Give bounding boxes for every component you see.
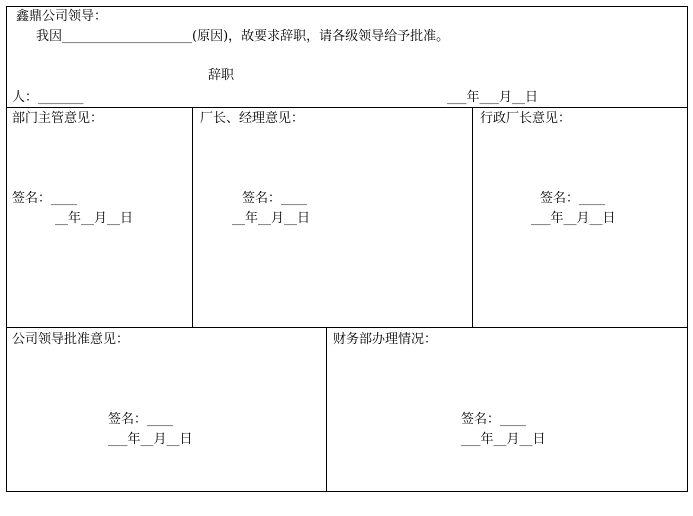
factory-opinion-title: 厂长、经理意见： bbox=[200, 111, 305, 126]
header-divider bbox=[6, 107, 688, 108]
salutation: 鑫鼎公司领导： bbox=[16, 9, 108, 24]
admin-date: ___年__月__日 bbox=[531, 211, 616, 226]
person-line: 人：_______ bbox=[12, 90, 84, 105]
admin-sign: 签名：____ bbox=[540, 191, 606, 206]
row1-divider-1 bbox=[192, 107, 193, 328]
dept-opinion-title: 部门主管意见： bbox=[12, 111, 104, 126]
factory-sign: 签名：____ bbox=[242, 191, 308, 206]
dept-date: __年__月__日 bbox=[55, 211, 134, 226]
company-opinion-title: 公司领导批准意见： bbox=[12, 332, 130, 347]
finance-date: ___年__月__日 bbox=[461, 432, 546, 447]
admin-opinion-title: 行政厂长意见： bbox=[480, 111, 572, 126]
header-date: ___年___月__日 bbox=[447, 90, 539, 105]
row-divider bbox=[6, 327, 688, 328]
request-line: 我因____________________(原因)，故要求辞职，请各级领导给予批准。 bbox=[36, 29, 450, 44]
factory-date: __年__月__日 bbox=[232, 211, 311, 226]
finance-status-title: 财务部办理情况： bbox=[333, 332, 438, 347]
company-sign: 签名：____ bbox=[108, 412, 174, 427]
company-date: ___年__月__日 bbox=[108, 432, 193, 447]
dept-sign: 签名：____ bbox=[12, 191, 78, 206]
finance-sign: 签名：____ bbox=[461, 412, 527, 427]
row2-divider bbox=[326, 327, 327, 492]
resign-label: 辞职 bbox=[208, 68, 235, 83]
row1-divider-2 bbox=[472, 107, 473, 328]
